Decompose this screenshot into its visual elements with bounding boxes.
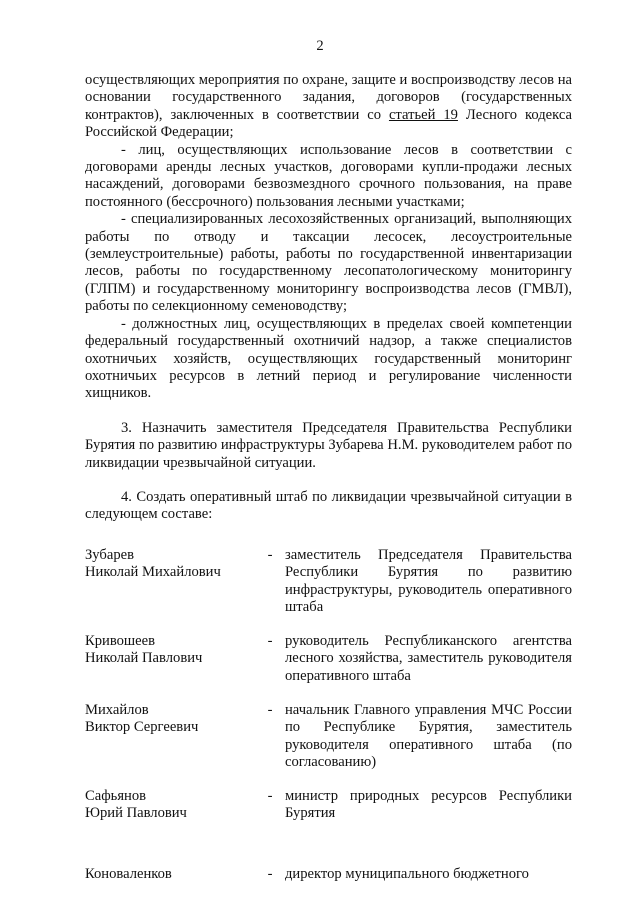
member-role: директор муниципального бюджетного	[285, 866, 529, 882]
member-surname: Кривошеев	[85, 633, 156, 649]
member-dash: -	[267, 547, 273, 563]
member-name	[85, 547, 260, 582]
member-surname: Сафьянов	[85, 788, 147, 804]
page-number: 2	[316, 38, 324, 54]
member-surname: Коноваленков	[85, 866, 172, 882]
member-given-name: Николай Павлович	[85, 650, 203, 667]
member-surname: Зубарев	[85, 547, 134, 563]
member-surname: Михайлов	[85, 702, 149, 718]
member-name	[85, 866, 260, 883]
paragraph-hunting-officials: - должностных лиц, осуществляющих в пределах своей компетенции федеральный государственный охотничий надзор, а также специалистов охотничьих хозяйств, осуществляющих государственный мониторинг охотничьих ресурсов в летний период и регулирование численности хищников.	[85, 315, 572, 402]
member-name	[85, 633, 260, 668]
member-name	[85, 702, 260, 737]
member-given-name: Николай Михайлович	[85, 564, 221, 581]
law-article-link[interactable]: статьей 19	[388, 106, 458, 123]
paragraph-forest-users: - лиц, осуществляющих использование лесов в соответствии с договорами аренды лесных участков, договорами купли-продажи лесных насаждений, договорами безвозмездного срочного пользования, на праве постоянного (бессрочного) пользования лесными участками;	[85, 141, 572, 210]
member-role: руководитель Республиканского агентства лесного хозяйства, заместитель руководителя оперативного штаба	[285, 633, 572, 684]
member-role: заместитель Председателя Правительства Республики Бурятия по развитию инфраструктуры, руководитель оперативного штаба	[285, 547, 572, 616]
member-name	[85, 788, 260, 823]
document-body	[85, 72, 572, 524]
paragraph-text: осуществляющих мероприятия по охране, защите и воспроизводству лесов на основании государственного задания, договоров (государственных контрактов), заключенных в соответствии со	[85, 72, 572, 123]
paragraph-item-4: 4. Создать оперативный штаб по ликвидации чрезвычайной ситуации в следующем составе:	[85, 488, 572, 523]
paragraph-text: Лесного кодекса Российской Федерации;	[85, 106, 572, 141]
paragraph-item-3: 3. Назначить заместителя Председателя Правительства Республики Бурятия по развитию инфраструктуры Зубарева Н.М. руководителем работ по ликвидации чрезвычайной ситуации.	[85, 419, 572, 471]
member-dash: -	[267, 788, 273, 804]
member-dash: -	[267, 702, 273, 718]
member-given-name: Виктор Сергеевич	[85, 719, 199, 736]
member-dash: -	[267, 866, 273, 882]
paragraph-forest-protection	[85, 72, 572, 142]
paragraph-forestry-organizations: - специализированных лесохозяйственных организаций, выполняющих работы по отводу и таксации лесосек, лесоустроительные (землеустроительные) работы, работы по государственной инвентаризации лесов, работы по государственному лесопатологическому мониторингу (ГЛПМ) и государственному мониторингу воспроизводства лесов (ГМВЛ), работы по селекционному семеноводству;	[85, 211, 572, 315]
member-dash: -	[267, 633, 273, 649]
member-role: начальник Главного управления МЧС России по Республике Бурятия, заместитель руководителя оперативного штаба (по согласованию)	[285, 702, 572, 771]
member-role: министр природных ресурсов Республики Бурятия	[285, 788, 572, 822]
member-given-name: Юрий Павлович	[85, 805, 187, 822]
